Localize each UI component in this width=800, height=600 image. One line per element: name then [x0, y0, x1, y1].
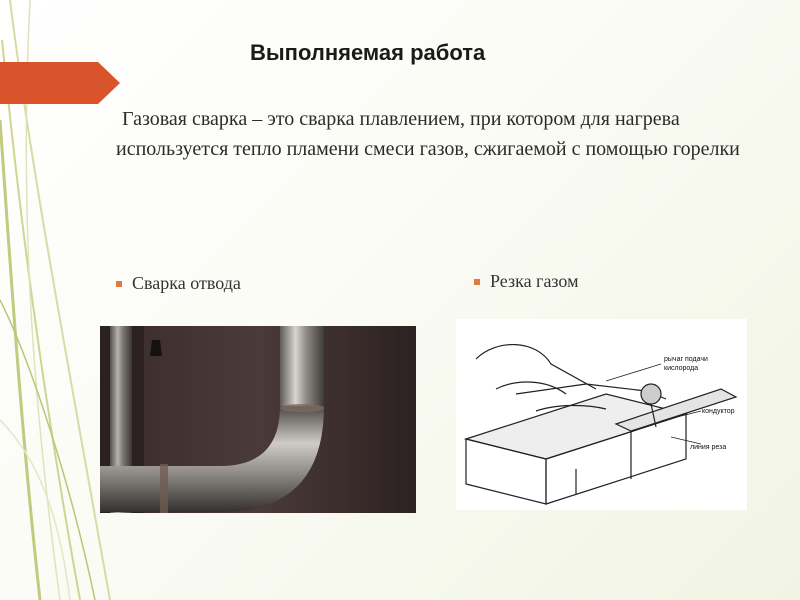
slide-title: Выполняемая работа: [250, 40, 486, 65]
bullet-mark: [474, 279, 480, 285]
intro-text: Газовая сварка – это сварка плавлением, при котором для нагрева используется тепло пламени смеси газов, сжигаемой с помощью горелки: [116, 108, 740, 160]
label-lever: рычаг подачи: [664, 356, 708, 363]
label-conductor: кондуктор: [702, 408, 735, 415]
label-lever-2: кислорода: [664, 365, 699, 372]
bullet-welding-bend: [116, 273, 241, 294]
title-accent-tab: [0, 62, 120, 104]
bullet-gas-cutting: [474, 271, 578, 292]
intro-paragraph: [116, 104, 756, 164]
bullet-mark: [116, 281, 122, 287]
pipe-bend-photo: [100, 326, 416, 513]
bullet-label: Резка газом: [490, 271, 579, 291]
gas-cutting-diagram: [456, 319, 747, 510]
bullet-label: Сварка отвода: [132, 273, 241, 293]
label-cut-line: линия реза: [690, 444, 727, 451]
